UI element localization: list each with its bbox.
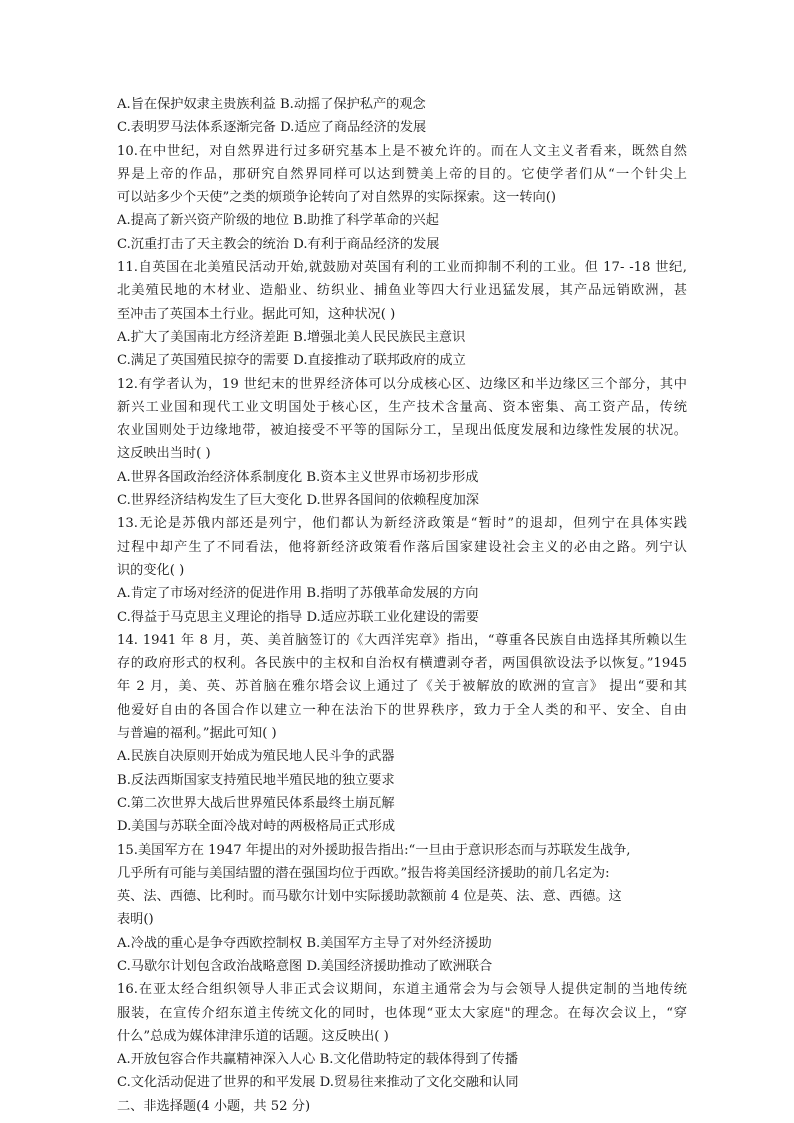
question-text-line: 与普遍的福利。”据此可知( ) xyxy=(117,726,277,742)
question-text-line: 过程中却产生了不同看法，他将新经济政策看作落后国家建设社会主义的必由之路。列宁认 xyxy=(117,539,687,555)
answer-options-line: A.开放包容合作共赢精神深入人心 B.文化借助特定的载体得到了传播 xyxy=(117,1052,519,1068)
question-text-line: 10.在中世纪，对自然界进行过多研究基本上是不被允许的。而在人文主义者看来，既然自然 xyxy=(117,143,687,159)
question-text-line: 表明() xyxy=(117,912,154,928)
question-text-line: 几乎所有可能与美国结盟的潜在强国均位于西欧。”报告将美国经济援助的前几名定为: xyxy=(117,865,610,881)
answer-options-line: C.马歇尔计划包含政治战略意图 D.美国经济援助推动了欧洲联合 xyxy=(117,958,493,974)
question-text-line: 服装，在宣传介绍东道主传统文化的同时，也体现“亚太大家庭"的理念。在每次会议上，“穿 xyxy=(117,1005,687,1021)
answer-options-line: C.得益于马克思主义理论的指导 D.适应苏联工业化建设的需要 xyxy=(117,609,479,625)
answer-options-line: A.肯定了市场对经济的促进作用 B.指明了苏俄革命发展的方向 xyxy=(117,586,479,602)
question-text-line: 14. 1941 年 8 月，英、美首脑签订的《大西洋宪章》指出，“尊重各民族自由选择其所赖以生 xyxy=(117,632,687,648)
answer-options-line: C.世界经济结构发生了巨大变化 D.世界各国间的依赖程度加深 xyxy=(117,493,479,509)
answer-options-line: C.沉重打击了天主教会的统治 D.有利于商品经济的发展 xyxy=(117,236,440,252)
question-text-line: 农业国则处于边缘地带，被迫接受不平等的国际分工，呈现出低度发展和边缘性发展的状况。 xyxy=(117,423,687,439)
answer-options-line: C.文化活动促进了世界的和平发展 D.贸易往来推动了文化交融和认同 xyxy=(117,1075,519,1091)
question-text-line: 这反映出当时( ) xyxy=(117,446,211,462)
answer-options-line: A.扩大了美国南北方经济差距 B.增强北美人民民族民主意识 xyxy=(117,329,466,345)
question-text-line: 15.美国军方在 1947 年提出的对外援助报告指出:“一旦由于意识形态而与苏联发生战争, xyxy=(117,842,631,858)
answer-options-line: A.提高了新兴资产阶级的地位 B.助推了科学革命的兴起 xyxy=(117,213,439,229)
answer-options-line: B.反法西斯国家支持殖民地半殖民地的独立要求 xyxy=(117,772,395,788)
answer-options-line: A.旨在保护奴隶主贵族利益 B.动摇了保护私产的观念 xyxy=(117,97,426,112)
section-heading: 二、非选择题(4 小题，共 52 分) xyxy=(117,1098,311,1114)
answer-options-line: C.表明罗马法体系逐渐完备 D.适应了商品经济的发展 xyxy=(117,120,427,136)
question-text-line: 年 2 月，美、英、苏首脑在雅尔塔会议上通过了《关于被解放的欧洲的宣言》 提出“要和其 xyxy=(117,679,687,695)
question-text-line: 英、法、西德、比利时。而马歇尔计划中实际援助款额前 4 位是英、法、意、西德。这 xyxy=(117,889,622,905)
question-text-line: 13.无论是苏俄内部还是列宁，他们都认为新经济政策是“暂时”的退却，但列宁在具体实践 xyxy=(117,516,687,532)
question-text-line: 界是上帝的作品，那研究自然界同样可以达到赞美上帝的目的。它使学者们从“一个针尖上 xyxy=(117,166,687,182)
answer-options-line: D.美国与苏联全面冷战对峙的两极格局正式形成 xyxy=(117,819,396,835)
question-text-line: 存的政府形式的权利。各民族中的主权和自治权有横遭剥夺者，两国俱欲设法予以恢复。”1945 xyxy=(117,656,687,672)
question-text-line: 北美殖民地的木材业、造船业、纺织业、捕鱼业等四大行业迅猛发展，其产品远销欧洲，甚 xyxy=(117,283,687,299)
question-text-line: 16.在亚太经合组织领导人非正式会议期间，东道主通常会为与会领导人提供定制的当地传统 xyxy=(117,982,687,998)
question-text-line: 新兴工业国和现代工业文明国处于核心区，生产技术含量高、资本密集、高工资产品，传统 xyxy=(117,399,687,415)
question-text-line: 识的变化( ) xyxy=(117,562,185,578)
answer-options-line: A.民族自决原则开始成为殖民地人民斗争的武器 xyxy=(117,749,395,765)
answer-options-line: C.第二次世界大战后世界殖民体系最终土崩瓦解 xyxy=(117,795,395,811)
answer-options-line: A.冷战的重心是争夺西欧控制权 B.美国军方主导了对外经济援助 xyxy=(117,935,492,951)
question-text-line: 他爱好自由的各国合作以建立一种在法治下的世界秩序，致力于全人类的和平、安全、自由 xyxy=(117,702,687,718)
question-text-line: 可以站多少个天使”之类的烦琐争论转向了对自然界的实际探索。这一转向() xyxy=(117,190,557,206)
exam-page xyxy=(117,93,687,1118)
question-text-line: 什么”总成为媒体津津乐道的话题。这反映出( ) xyxy=(117,1028,389,1044)
question-text-line: 至冲击了英国本土行业。据此可知，这种状况( ) xyxy=(117,306,396,322)
answer-options-line: A.世界各国政治经济体系制度化 B.资本主义世界市场初步形成 xyxy=(117,469,479,485)
question-text-line: 12.有学者认为，19 世纪末的世界经济体可以分成核心区、边缘区和半边缘区三个部分，其中 xyxy=(117,376,687,392)
answer-options-line: C.满足了英国殖民掠夺的需要 D.直接推动了联邦政府的成立 xyxy=(117,353,466,369)
question-text-line: 11.自英国在北美殖民活动开始,就鼓励对英国有利的工业而抑制不利的工业。但 17- -18 世纪, xyxy=(117,260,687,276)
